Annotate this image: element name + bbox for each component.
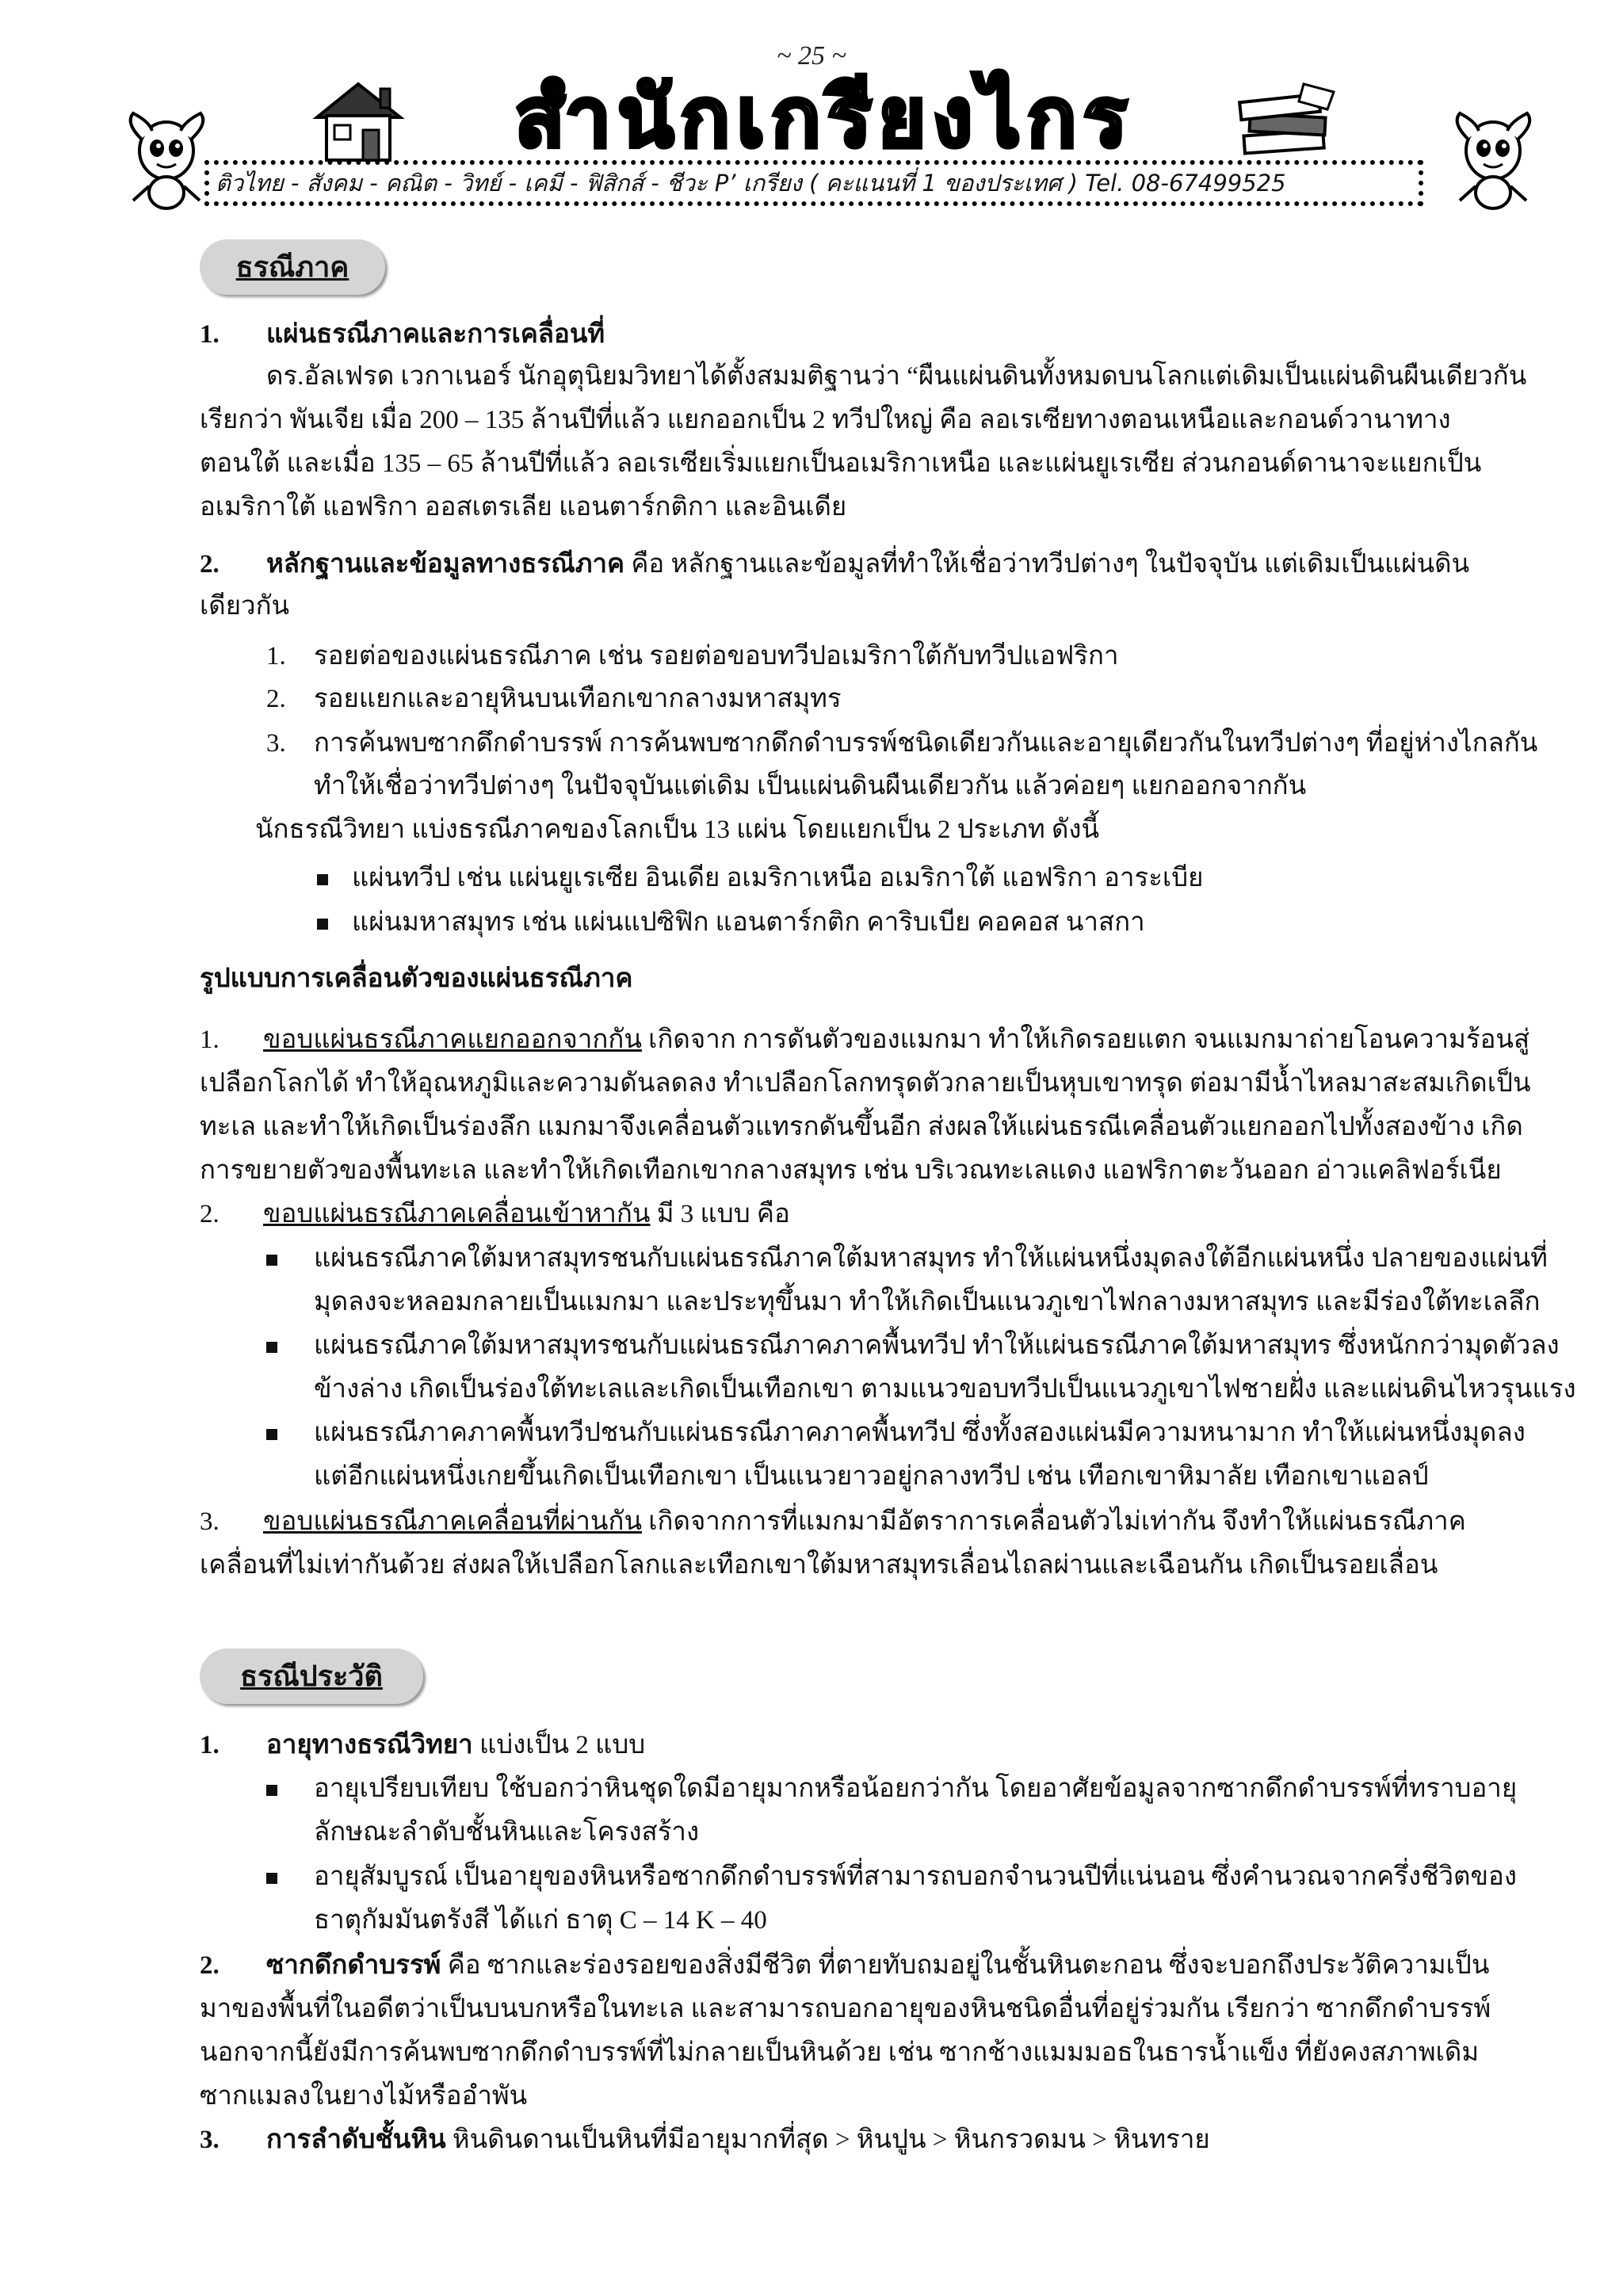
bullet-square-icon (266, 1255, 277, 1266)
item-title: การลำดับชั้นหิน (266, 2126, 446, 2154)
item-title: หลักฐานและข้อมูลทางธรณีภาค (266, 550, 625, 579)
item-number: 3. (200, 2126, 220, 2154)
paragraph-line (266, 548, 1469, 580)
item-text: เกิดจากการที่แมกมามีอัตราการเคลื่อนตัวไม่เท่ากัน จึงทำให้แผ่นธรณีภาค (642, 1507, 1466, 1536)
paragraph-line (266, 2124, 1210, 2156)
item-number: 3. (200, 1507, 220, 1536)
bullet-text: แผ่นมหาสมุทร เช่น แผ่นแปซิฟิก แอนตาร์กติก คาริบเบีย คอคอส นาสกา (352, 908, 1145, 937)
subitem-text: ทำให้เชื่อว่าทวีปต่างๆ ในปัจจุบันแต่เดิม เป็นแผ่นดินผืนเดียวกัน แล้วค่อยๆ แยกออกจากกัน (314, 772, 1307, 800)
item-title: แผ่นธรณีภาคและการเคลื่อนที่ (266, 320, 605, 349)
item-text: เกิดจาก การดันตัวของแมกมา ทำให้เกิดรอยแตก จนแมกมาถ่ายโอนความร้อนสู่ (641, 1026, 1530, 1054)
item-title: อายุทางธรณีวิทยา (266, 1731, 473, 1759)
item-text: มี 3 แบบ คือ (650, 1200, 790, 1228)
paragraph-line: เรียกว่า พันเจีย เมื่อ 200 – 135 ล้านปีที่แล้ว แยกออกเป็น 2 ทวีปใหญ่ คือ ลอเรเซียทางตอนเหนือและกอนด์วานาทาง (200, 406, 1451, 434)
paragraph-line (266, 1729, 645, 1761)
item-number: 1. (200, 320, 220, 349)
paragraph-line (263, 1506, 1466, 1538)
item-number: 1. (200, 1026, 220, 1054)
bullet-square-icon (266, 1342, 277, 1353)
books-icon (1232, 78, 1343, 165)
item-text: แบ่งเป็น 2 แบบ (472, 1731, 646, 1759)
subitem-text: รอยต่อของแผ่นธรณีภาค เช่น รอยต่อขอบทวีปอเมริกาใต้กับทวีปแอฟริกา (314, 642, 1119, 670)
header-subtitle-bar: ติวไทย - สังคม - คณิต - วิทย์ - เคมี - ฟิสิกส์ - ชีวะ P’ เกรียง ( คะแนนที่ 1 ของประเทศ ) Tel. 08-67499525 (204, 160, 1423, 206)
mascot-right-icon (1436, 107, 1543, 214)
item-title: ขอบแผ่นธรณีภาคเคลื่อนที่ผ่านกัน (263, 1507, 643, 1536)
paragraph-line: การขยายตัวของพื้นทะเล และทำให้เกิดเทือกเขากลางสมุทร เช่น บริเวณทะเลแดง แอฟริกาตะวันออก อ่าวแคลิฟอร์เนีย (200, 1156, 1502, 1185)
paragraph-line: ซากแมลงในยางไม้หรืออำพัน (200, 2082, 528, 2111)
paragraph-line (263, 1024, 1529, 1056)
subitem-number: 2. (266, 685, 286, 713)
bullet-text: แผ่นทวีป เช่น แผ่นยูเรเซีย อินเดีย อเมริกาเหนือ อเมริกาใต้ แอฟริกา อาระเบีย (352, 864, 1204, 892)
item-number: 2. (200, 550, 220, 579)
bullet-square-icon (317, 874, 328, 885)
subitem-number: 3. (266, 729, 286, 758)
bullet-text: ลักษณะลำดับชั้นหินและโครงสร้าง (314, 1818, 700, 1847)
paragraph-line (263, 1198, 790, 1230)
subitem-text: รอยแยกและอายุหินบนเทือกเขากลางมหาสมุทร (314, 685, 842, 713)
paragraph-line: มาของพื้นที่ในอดีตว่าเป็นบนบกหรือในทะเล และสามารถบอกอายุของหินชนิดอื่นที่อยู่ร่วมกัน เรียกว่า ซากดึกดำบรรพ์ (200, 1995, 1491, 2023)
section-heading: รูปแบบการเคลื่อนตัวของแผ่นธรณีภาค (200, 965, 633, 993)
item-title: ขอบแผ่นธรณีภาคเคลื่อนเข้าหากัน (263, 1200, 651, 1228)
section-pill-geosphere: ธรณีภาค (200, 239, 385, 295)
item-text: คือ ซากและร่องรอยของสิ่งมีชีวิต ที่ตายทับถมอยู่ในชั้นหินตะกอน ซึ่งจะบอกถึงประวัติความเป็น (441, 1951, 1490, 1980)
bullet-text: มุดลงจะหลอมกลายเป็นแมกมา และประทุขึ้นมา ทำให้เกิดเป็นแนวภูเขาไฟกลางมหาสมุทร และมีร่องใต้ทะเลลึก (314, 1288, 1541, 1316)
item-number: 2. (200, 1951, 220, 1980)
subitem-text: การค้นพบซากดึกดำบรรพ์ การค้นพบซากดึกดำบรรพ์ชนิดเดียวกันและอายุเดียวกันในทวีปต่างๆ ที่อยู่ห่างไกลกัน (314, 729, 1538, 758)
bullet-square-icon (266, 1873, 277, 1884)
brand-title: สำนักเกรียงไกร (514, 69, 1134, 166)
bullet-text: อายุเปรียบเทียบ ใช้บอกว่าหินชุดใดมีอายุมากหรือน้อยกว่ากัน โดยอาศัยข้อมูลจากซากดึกดำบรรพ์ที่ทราบอายุ (314, 1775, 1518, 1803)
subitem-number: 1. (266, 642, 286, 670)
bullet-square-icon (266, 1785, 277, 1796)
item-title: ซากดึกดำบรรพ์ (266, 1951, 441, 1980)
paragraph-line: นอกจากนี้ยังมีการค้นพบซากดึกดำบรรพ์ที่ไม่กลายเป็นหินด้วย เช่น ซากช้างแมมมอธในธารน้ำแข็ง ที่ยังคงสภาพเดิม (200, 2038, 1480, 2067)
paragraph-line: อเมริกาใต้ แอฟริกา ออสเตรเลีย แอนตาร์กติกา และอินเดีย (200, 493, 847, 521)
bullet-text: อายุสัมบูรณ์ เป็นอายุของหินหรือซากดึกดำบรรพ์ที่สามารถบอกจำนวนปีที่แน่นอน ซึ่งคำนวณจากครึ่งชีวิตของ (314, 1862, 1517, 1891)
paragraph-line: เคลื่อนที่ไม่เท่ากันด้วย ส่งผลให้เปลือกโลกและเทือกเขาใต้มหาสมุทรเลื่อนไถลผ่านและเฉือนกัน เกิดเป็นรอยเลื่อน (200, 1551, 1438, 1580)
bullet-text: แผ่นธรณีภาคใต้มหาสมุทรชนกับแผ่นธรณีภาคใต้มหาสมุทร ทำให้แผ่นหนึ่งมุดลงใต้อีกแผ่นหนึ่ง ปลายของแผ่นที่ (314, 1244, 1548, 1273)
paragraph-line: นักธรณีวิทยา แบ่งธรณีภาคของโลกเป็น 13 แผ่น โดยแยกเป็น 2 ประเภท ดังนี้ (255, 816, 1100, 844)
bullet-square-icon (317, 919, 328, 930)
paragraph-line (266, 1950, 1489, 1981)
item-number: 1. (200, 1731, 220, 1759)
bullet-text: แผ่นธรณีภาคภาคพื้นทวีปชนกับแผ่นธรณีภาคภาคพื้นทวีป ซึ่งทั้งสองแผ่นมีความหนามาก ทำให้แผ่นหนึ่งมุดลง (314, 1419, 1526, 1447)
paragraph-line: เดียวกัน (200, 592, 290, 621)
item-text: คือ หลักฐานและข้อมูลที่ทำให้เชื่อว่าทวีปต่างๆ ในปัจจุบัน แต่เดิมเป็นแผ่นดิน (624, 550, 1470, 579)
page-number: ~ 25 ~ (777, 41, 846, 71)
paragraph-line: ทะเล และทำให้เกิดเป็นร่องลึก แมกมาจึงเคลื่อนตัวแทรกดันขึ้นอีก ส่งผลให้แผ่นธรณีเคลื่อนตัวแยกออกไปทั้งสองข้าง เกิด (200, 1113, 1523, 1141)
paragraph-line: เปลือกโลกได้ ทำให้อุณหภูมิและความดันลดลง ทำเปลือกโลกทรุดตัวกลายเป็นหุบเขาทรุด ต่อมามีน้ำไหลมาสะสมเกิดเป็น (200, 1069, 1531, 1098)
bullet-text: ธาตุกัมมันตรังสี ได้แก่ ธาตุ C – 14 K – 40 (314, 1906, 767, 1935)
bullet-text: ข้างล่าง เกิดเป็นร่องใต้ทะเลและเกิดเป็นเทือกเขา ตามแนวขอบทวีปเป็นแนวภูเขาไฟชายฝั่ง และแผ่นดินไหวรุนแรง (314, 1375, 1576, 1404)
item-number: 2. (200, 1200, 220, 1228)
item-title: ขอบแผ่นธรณีภาคแยกออกจากกัน (263, 1026, 642, 1054)
bullet-square-icon (266, 1429, 277, 1440)
paragraph-line: ดร.อัลเฟรด เวกาเนอร์ นักอุตุนิยมวิทยาได้ตั้งสมมติฐานว่า “ผืนแผ่นดินทั้งหมดบนโลกแต่เดิมเป็นแผ่นดินผืนเดียวกัน (266, 362, 1527, 391)
bullet-text: แต่อีกแผ่นหนึ่งเกยขึ้นเกิดเป็นเทือกเขา เป็นแนวยาวอยู่กลางทวีป เช่น เทือกเขาหิมาลัย เทือกเขาแอลป์ (314, 1462, 1429, 1491)
paragraph-line: ตอนใต้ และเมื่อ 135 – 65 ล้านปีที่แล้ว ลอเรเซียเริ่มแยกเป็นอเมริกาเหนือ และแผ่นยูเรเซีย ส่วนกอนด์ดานาจะแยกเป็น (200, 449, 1482, 478)
house-icon (309, 78, 408, 165)
item-text: หินดินดานเป็นหินที่มีอายุมากที่สุด > หินปูน > หินกรวดมน > หินทราย (445, 2126, 1210, 2154)
section-pill-geohistory: ธรณีประวัติ (200, 1648, 423, 1704)
bullet-text: แผ่นธรณีภาคใต้มหาสมุทรชนกับแผ่นธรณีภาคภาคพื้นทวีป ทำให้แผ่นธรณีภาคใต้มหาสมุทร ซึ่งหนักกว่ามุดตัวลง (314, 1331, 1560, 1360)
